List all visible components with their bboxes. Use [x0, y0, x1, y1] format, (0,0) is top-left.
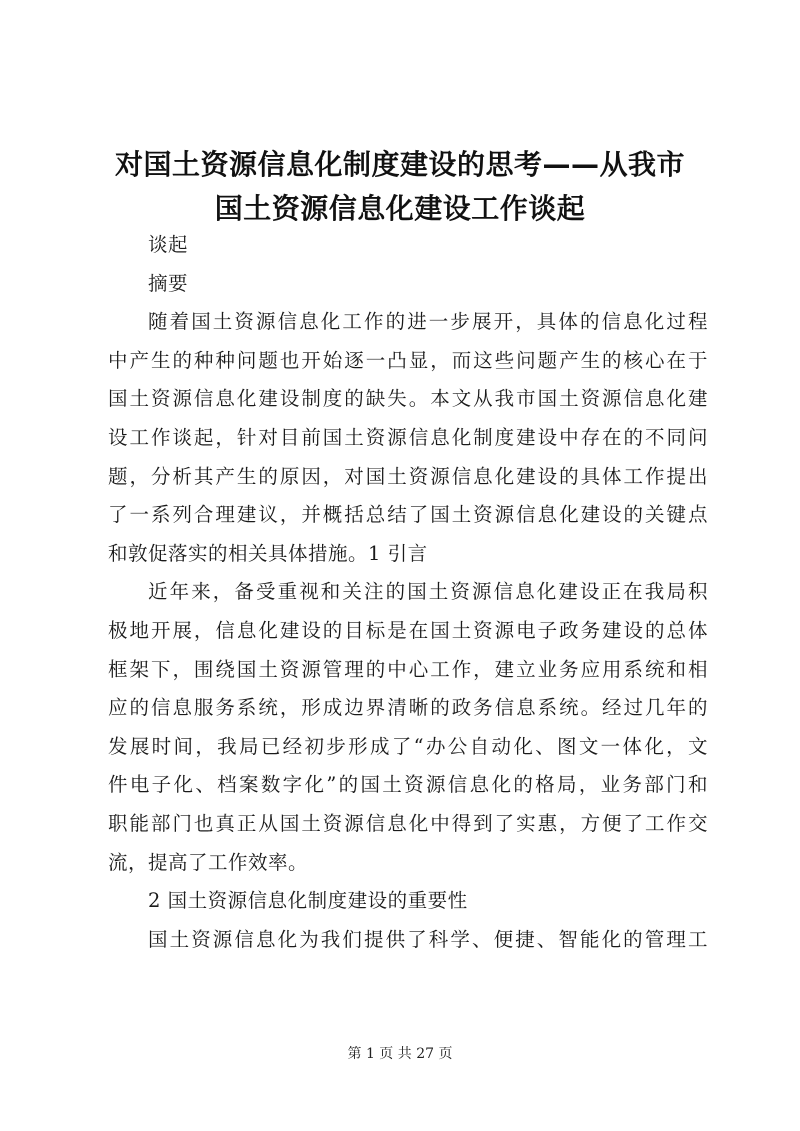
paragraph-section-body — [108, 921, 708, 960]
document-title — [100, 143, 700, 231]
text-line: 2 国土资源信息化制度建设的重要性 — [148, 889, 468, 913]
text-line: 随着国土资源信息化工作的进一步展开，具体的信息化过程 — [148, 310, 708, 334]
document-body — [108, 226, 708, 959]
page-number: 第 1 页 共 27 页 — [347, 1046, 453, 1062]
text-line: 国土资源信息化为我们提供了科学、便捷、智能化的管理工 — [148, 927, 708, 951]
text-line: 流，提高了工作效率。 — [108, 850, 309, 874]
text-line: 件电子化、档案数字化”的国土资源信息化的格局，业务部门和 — [108, 773, 708, 797]
text-line: 和敦促落实的相关具体措施。1 引言 — [108, 541, 428, 565]
text-line: 发展时间，我局已经初步形成了“办公自动化、图文一体化，文 — [108, 734, 708, 758]
text-line: 谈起 — [148, 233, 189, 256]
paragraph-heading-abstract — [108, 265, 708, 304]
text-line: 应的信息服务系统，形成边界清晰的政务信息系统。经过几年的 — [108, 696, 708, 720]
paragraph-heading-tanqi — [108, 226, 708, 265]
text-line: 国土资源信息化建设制度的缺失。本文从我市国土资源信息化建 — [108, 387, 708, 411]
text-line: 设工作谈起，针对目前国土资源信息化制度建设中存在的不同问 — [108, 425, 708, 449]
text-line: 摘要 — [148, 271, 189, 295]
title-line: 对国土资源信息化制度建设的思考——从我市 — [114, 148, 685, 181]
text-line: 职能部门也真正从国土资源信息化中得到了实惠，方便了工作交 — [108, 811, 708, 835]
paragraph-abstract-body — [108, 303, 708, 573]
paragraph-section-heading — [108, 882, 708, 921]
text-line: 中产生的种种问题也开始逐一凸显，而这些问题产生的核心在于 — [108, 348, 708, 372]
paragraph-introduction — [108, 573, 708, 882]
text-line: 了一系列合理建议，并概括总结了国土资源信息化建设的关键点 — [108, 503, 708, 527]
text-line: 近年来，备受重视和关注的国土资源信息化建设正在我局积 — [148, 580, 708, 604]
title-line: 国土资源信息化建设工作谈起 — [214, 192, 586, 225]
text-line: 极地开展，信息化建设的目标是在国土资源电子政务建设的总体 — [108, 618, 708, 642]
text-line: 题，分析其产生的原因，对国土资源信息化建设的具体工作提出 — [108, 464, 708, 488]
text-line: 框架下，围绕国土资源管理的中心工作，建立业务应用系统和相 — [108, 657, 708, 681]
